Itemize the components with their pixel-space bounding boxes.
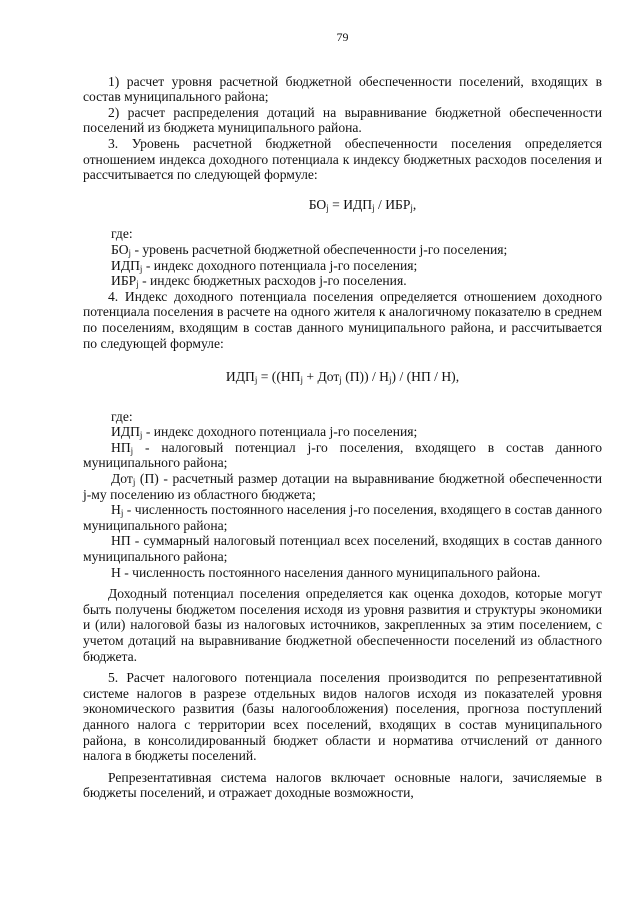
definition-h: $Н_j$ - численность постоянного населения j-го поселения, входящего в состав данного муниципального района; (83, 502, 602, 533)
definition-dot: Дот$_j$ (П) - расчетный размер дотации на выравнивание бюджетной обеспеченности j-му поселению из областного бюджета; (83, 471, 602, 502)
paragraph-5: 5. Расчет налогового потенциала поселения производится по репрезентативной системе налогов в разрезе отдельных видов налогов исходя из показателей уровня экономического развития (базы налогообложения) поселения, прогноза поступлений данного налога с территории всех поселений, входящих в состав муниципального района, в консолидированный бюджет области и норматива отчислений от данного налога в бюджеты поселений. (83, 670, 602, 764)
paragraph-3: 3. Уровень расчетной бюджетной обеспеченности поселения определяется отношением индекса доходного потенциала к индексу бюджетных расходов поселения и рассчитывается по следующей формуле: (83, 135, 602, 183)
paragraph-representative-system: Репрезентативная система налогов включает основные налоги, зачисляемые в бюджеты поселений, и отражает доходные возможности, (83, 769, 602, 801)
definition-np-total: НП - суммарный налоговый потенциал всех поселений, входящих в состав данного муниципального района; (83, 533, 602, 565)
definition-h-total: Н - численность постоянного населения данного муниципального района. (111, 564, 541, 580)
formula-idp: $ИДП_j = ((НП_j + Дот_j$ $(П)) / Н_j) / (НП / Н)$, (225, 369, 460, 386)
paragraph-income-potential: Доходный потенциал поселения определяется как оценка доходов, которые могут быть получены бюджетом поселения исходя из уровня развития и структуры экономики и (или) налоговой базы из налоговых источников, закрепленных за этим поселением, с учетом дотаций на выравнивание бюджетной обеспеченности поселений из областного бюджета. (83, 586, 602, 664)
page-number: 79 (336, 30, 349, 44)
list-item-1: 1) расчет уровня расчетной бюджетной обеспеченности поселений, входящих в состав муниципального района; (83, 73, 602, 105)
definition-bo: $БО_j$ - уровень расчетной бюджетной обеспеченности j-го поселения; (111, 241, 508, 258)
definition-ibr: $ИБР_j$ - индекс бюджетных расходов j-го поселения. (111, 273, 407, 290)
formula-bo: $БО_j = ИДП_j / ИБР_j$, (308, 196, 417, 213)
where-label: где: (111, 226, 133, 242)
definition-idp-2: $ИДП_j$ - индекс доходного потенциала j-го поселения; (111, 424, 418, 441)
where-label-2: где: (111, 408, 133, 424)
definition-idp: $ИДП_j$ - индекс доходного потенциала j-го поселения; (111, 257, 418, 274)
definition-np: $НП_j$ - налоговый потенциал j-го поселения, входящего в состав данного муниципального района; (83, 439, 602, 471)
list-item-2: 2) расчет распределения дотаций на выравнивание бюджетной обеспеченности поселений из бюджета муниципального района. (83, 104, 602, 136)
paragraph-4: 4. Индекс доходного потенциала поселения определяется отношением доходного потенциала поселения в расчете на одного жителя к аналогичному показателю в среднем по поселениям, входящим в состав данного муниципального района, и рассчитывается по следующей формуле: (83, 288, 602, 351)
